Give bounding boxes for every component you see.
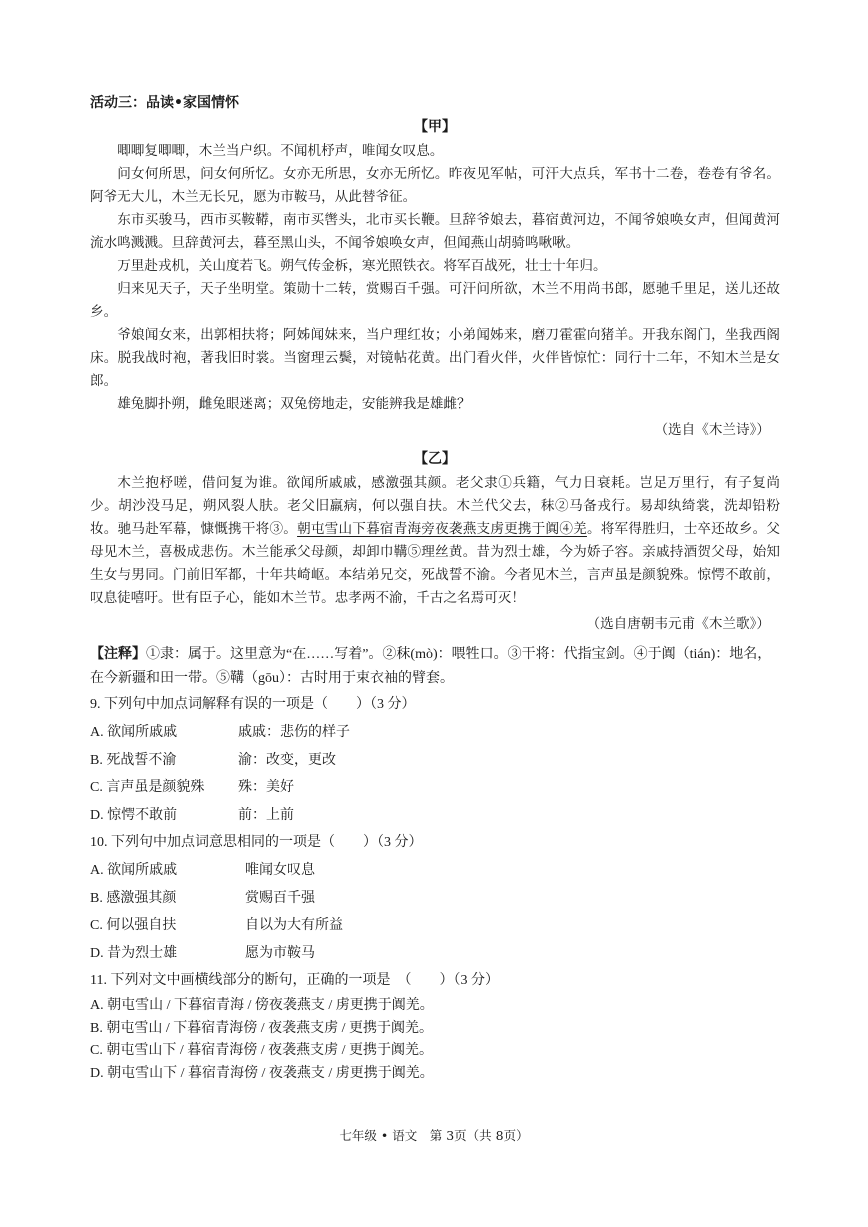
option-phrase: C. 言声虽是颜貌殊 xyxy=(90,780,205,795)
option-phrase: B. 感激强其颜 xyxy=(90,890,177,906)
jia-paragraph: 万里赴戎机，关山度若飞。朔气传金柝，寒光照铁衣。将军百战死，壮士十年归。 xyxy=(117,258,607,274)
option-compare: 自以为大有所益 xyxy=(245,918,343,933)
question-9-option xyxy=(90,802,780,830)
option-phrase: C. 何以强自扶 xyxy=(90,918,177,933)
jia-paragraph: 东市买骏马，西市买鞍鞯，南市买辔头，北市买长鞭。旦辞爷娘去，暮宿黄河边，不闻爷娘唤女声，但闻黄河流水鸣溅溅。旦辞黄河去，暮至黑山头，不闻爷娘唤女声，但闻燕山胡骑鸣啾啾。 xyxy=(90,212,780,251)
passage-yi-label: 【乙】 xyxy=(414,451,456,467)
question-11-option: B. 朝屯雪山 / 下暮宿青海傍 / 夜袭燕支虏 / 更携于阗羌。 xyxy=(90,1020,434,1036)
jia-paragraph: 归来见天子，天子坐明堂。策勋十二转，赏赐百千强。可汗问所欲，木兰不用尚书郎，愿驰千里足，送儿还故乡。 xyxy=(90,281,780,320)
question-9-option xyxy=(90,774,780,802)
option-explanation: 前：上前 xyxy=(238,807,294,823)
yi-text-after: 。将军得胜归，士卒还故乡。父母见木兰，喜极成悲伤。木兰能承父母颜，却卸巾鞲⑤理丝黄。昔为烈士雄，今为娇子容。亲戚持酒贺父母，始知生女与男同。门前旧军都，十年共崎岖。本结弟兄交，死战誓不渝。今者见木兰，言声虽是颜貌殊。惊愕不敢前，叹息徒嘻吁。世有臣子心，能如木兰节。忠孝两不渝，千古之名焉可灭！ xyxy=(90,521,781,606)
option-phrase: A. 欲闻所戚戚 xyxy=(90,725,178,740)
annotations-text: ①隶：属于。这里意为“在……写着”。②秣(mò)：喂牲口。③干将：代指宝剑。④于阗（tián)：地名，在今新疆和田一带。⑤鞲（gōu）：古时用于束衣袖的臂套。 xyxy=(90,647,772,686)
option-phrase: B. 死战誓不渝 xyxy=(90,752,177,768)
jia-paragraph: 雄兔脚扑朔，雌兔眼迷离；双兔傍地走，安能辨我是雄雌？ xyxy=(117,396,471,412)
question-10-option xyxy=(90,885,780,913)
option-phrase: D. 昔为烈士雄 xyxy=(90,945,178,961)
option-explanation: 殊：美好 xyxy=(238,780,294,795)
question-9-stem: 9. 下列句中加点词解释有误的一项是（ ）（3 分） xyxy=(90,697,416,712)
jia-paragraph: 唧唧复唧唧，木兰当户织。不闻机杼声，唯闻女叹息。 xyxy=(117,143,444,159)
option-compare: 愿为市鞍马 xyxy=(245,945,315,961)
annotations-label: 【注释】 xyxy=(90,646,146,662)
question-11-stem: 11. 下列对文中画横线部分的断句，正确的一项是 （ ）（3 分） xyxy=(90,973,499,988)
option-explanation: 渝：改变，更改 xyxy=(238,752,336,768)
option-phrase: D. 惊愕不敢前 xyxy=(90,807,178,823)
option-compare: 赏赐百千强 xyxy=(245,890,315,906)
option-compare: 唯闻女叹息 xyxy=(245,863,315,878)
question-10-stem: 10. 下列句中加点词意思相同的一项是（ ）（3 分） xyxy=(90,835,423,850)
jia-paragraph: 爷娘闻女来，出郭相扶将；阿姊闻妹来，当户理红妆；小弟闻姊来，磨刀霍霍向猪羊。开我东阁门，坐我西阁床。脱我战时袍，著我旧时裳。当窗理云鬓，对镜帖花黄。出门看火伴，火伴皆惊忙：同行十二年，不知木兰是女郎。 xyxy=(90,327,780,389)
yi-underlined-sentence: 朝屯雪山下暮宿青海旁夜袭燕支虏更携于阗④羌 xyxy=(297,521,587,537)
yi-source: （选自唐朝韦元甫《木兰歌》） xyxy=(586,616,770,632)
question-10-option xyxy=(90,857,780,885)
jia-paragraph: 问女何所思，问女何所忆。女亦无所思，女亦无所忆。昨夜见军帖，可汗大点兵，军书十二卷，卷卷有爷名。阿爷无大儿，木兰无长兄，愿为市鞍马，从此替爷征。 xyxy=(90,166,780,205)
annotations xyxy=(90,642,780,691)
question-10-option xyxy=(90,912,780,940)
section-title: 活动三：品读•家国情怀 xyxy=(90,95,239,111)
page-footer: 七年级 • 语文 第 3页（共 8页） xyxy=(339,1128,529,1143)
question-9-option xyxy=(90,719,780,747)
page-content xyxy=(90,92,780,1085)
question-10-option xyxy=(90,940,780,968)
yi-paragraph xyxy=(90,472,780,610)
passage-jia-label: 【甲】 xyxy=(414,119,456,135)
question-11-option: C. 朝屯雪山下 / 暮宿青海傍 / 夜袭燕支虏 / 更携于阗羌。 xyxy=(90,1043,434,1058)
jia-source: （选自《木兰诗》） xyxy=(654,422,770,438)
option-phrase: A. 欲闻所戚戚 xyxy=(90,863,178,878)
question-9-option xyxy=(90,747,780,775)
question-11-option: D. 朝屯雪山下 / 暮宿青海傍 / 夜袭燕支 / 虏更携于阗羌。 xyxy=(90,1065,434,1081)
yi-text-before: 木兰抱杼嗟，借问复为谁。欲闻所戚戚，感激强其颜。老父隶①兵籍，气力日衰耗。岂足万里行，有子复尚少。胡沙没马足，朔风裂人肤。老父旧羸病，何以强自扶。木兰代父去，秣②马备戎行。易却纨绮裳，洗却铅粉妆。驰马赴军幕，慷慨携干将③。 xyxy=(90,475,780,537)
question-11-option: A. 朝屯雪山 / 下暮宿青海 / 傍夜袭燕支 / 虏更携于阗羌。 xyxy=(90,998,434,1013)
option-explanation: 戚戚：悲伤的样子 xyxy=(238,725,350,740)
